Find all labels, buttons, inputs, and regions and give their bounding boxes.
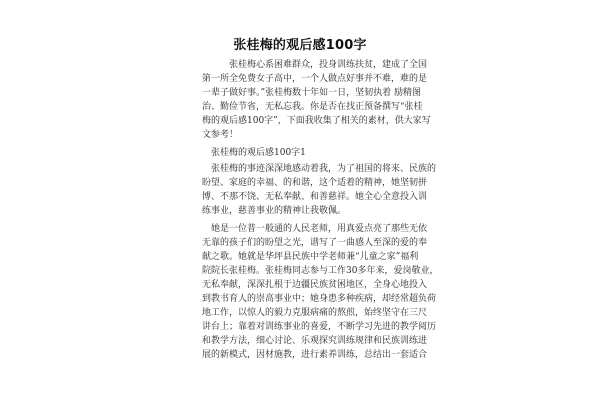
section-heading: 张桂梅的观后感100字1: [211, 148, 306, 158]
document-title: 张桂梅的观后感100字: [233, 38, 367, 53]
paragraph-line: 院院长张桂梅。张桂梅同志参与工作30多年来，爱岗敬业，: [202, 266, 439, 276]
paragraph-line: 地工作，以惊人的毅力克服病痛的熬煎，始终坚守在三尺: [202, 308, 428, 318]
intro-line: 一辈子做好事。”张桂梅数十年如一日，坚韧执着 励精图: [202, 88, 421, 98]
intro-line: 治、勤俭节省，无私忘我。你是否在找正预备撰写“张桂: [202, 102, 423, 112]
paragraph-line: 和教学方法，细心讨论、乐观探究训练规律和民族训练进: [202, 336, 428, 346]
paragraph-line: 献之歌。她就是华坪县民族中学老师兼“儿童之家”福利: [202, 252, 419, 262]
intro-line: 梅的观后感100字”，下面我收集了相关的素材，供大家写: [202, 116, 431, 126]
intro-line: 文参考！: [202, 130, 239, 140]
paragraph-line: 到教书育人的崇高事业中；她身患多种疾病，却经常超负荷: [202, 294, 437, 304]
paragraph-line: 无靠的孩子们的盼望之光，谱写了一曲感人至深的爱的奉: [202, 238, 428, 248]
paragraph-line: 张桂梅的事迹深深地感动着我，为了祖国的将来、民族的: [211, 164, 437, 174]
paragraph-line: 展的新模式，因材施教，进行素养训练，总结出一套适合: [202, 350, 428, 360]
intro-line: 张桂梅心系困难群众，投身训练扶贫，建成了全国: [229, 60, 428, 70]
paragraph-line: 她是一位普一般通的人民老师，用真爱点亮了那些无依: [211, 224, 428, 234]
paragraph-line: 盼望、家庭的幸福、的和谐，这个适着的精神，她坚韧拼: [202, 178, 428, 188]
intro-line: 第一所全免费女子高中，一个人做点好事并不难，难的是: [202, 74, 428, 84]
paragraph-line: 无私奉献，深深扎根于边疆民族贫困地区，全身心地投入: [202, 280, 428, 290]
paragraph-line: 练事业，慈善事业的精神让我敬佩。: [202, 206, 347, 216]
paragraph-line: 讲台上；靠着对训练事业的喜爱，不断学习先进的教学阅历: [202, 322, 437, 332]
paragraph-line: 博、不那不饶、无私奉献、和善慈祥。她全心全意投入训: [202, 192, 428, 202]
